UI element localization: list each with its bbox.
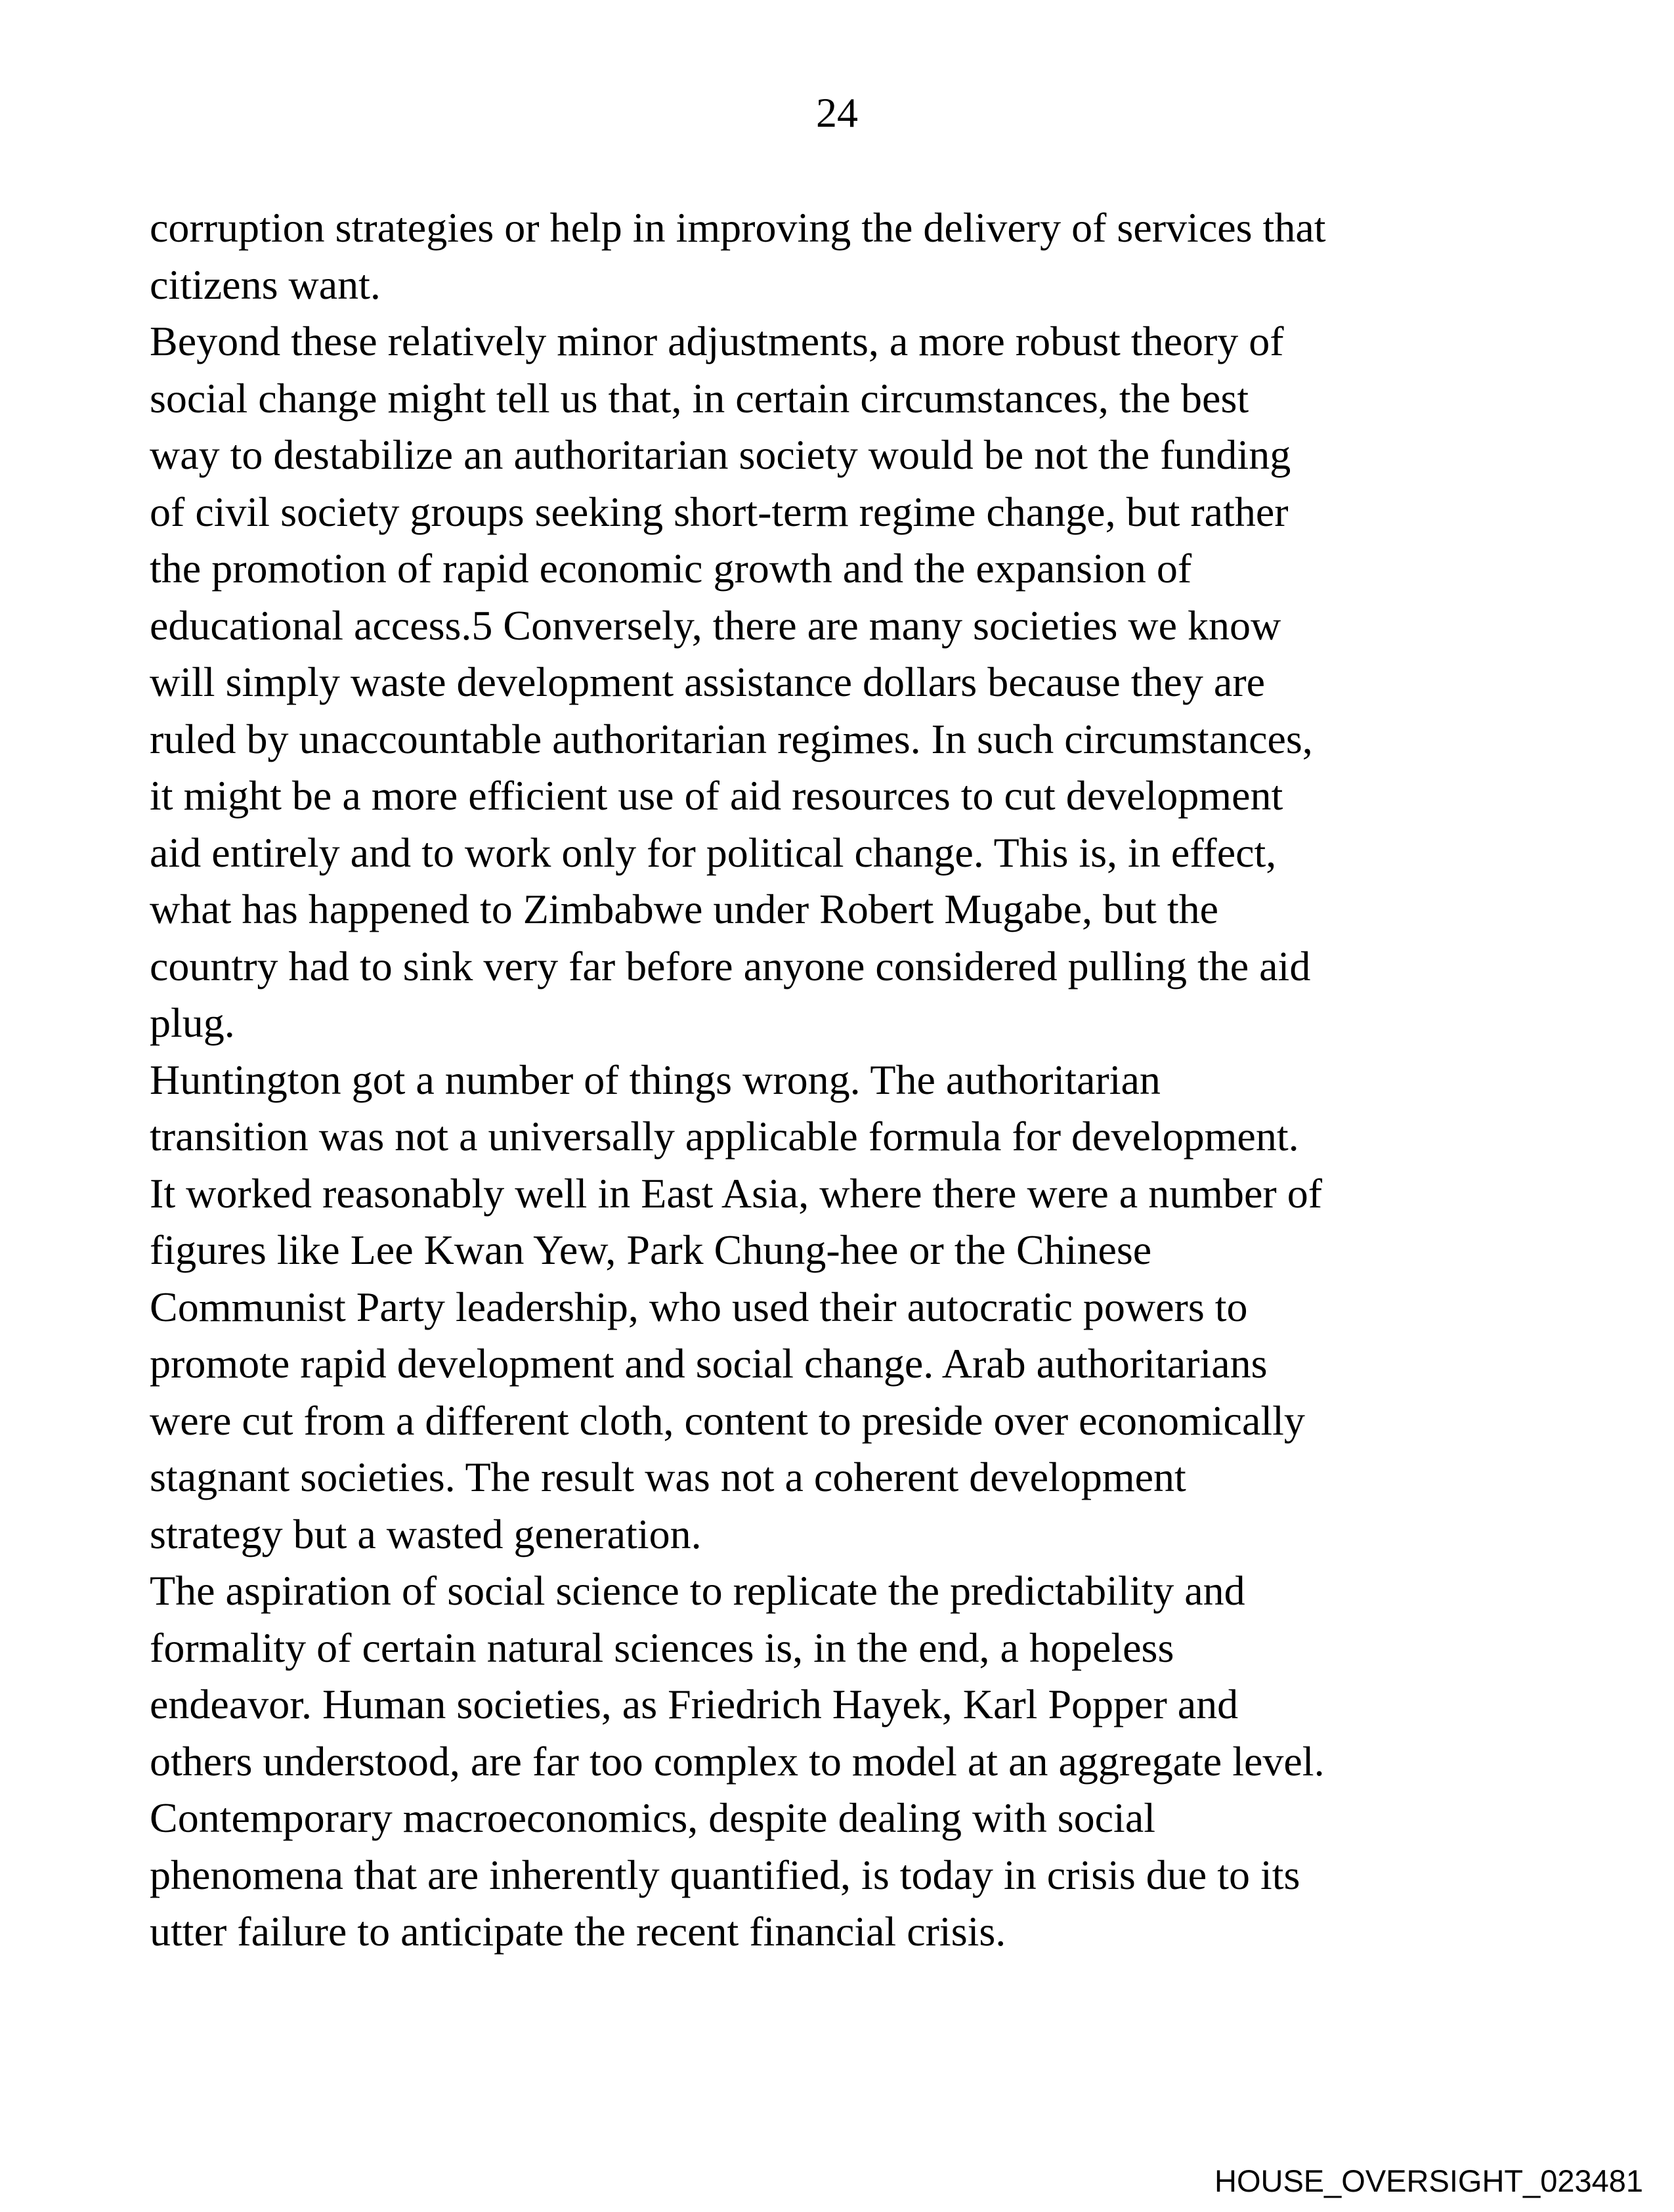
text-line: Contemporary macroeconomics, despite dealing with social — [150, 1794, 1155, 1841]
text-line: country had to sink very far before anyone considered pulling the aid — [150, 942, 1311, 989]
text-line: Huntington got a number of things wrong. The authoritarian — [150, 1056, 1161, 1103]
text-line: social change might tell us that, in certain circumstances, the best — [150, 374, 1249, 422]
bates-number: HOUSE_OVERSIGHT_023481 — [1214, 2163, 1644, 2198]
text-line: aid entirely and to work only for political change. This is, in effect, — [150, 829, 1277, 876]
text-line: phenomena that are inherently quantified, is today in crisis due to its — [150, 1851, 1300, 1898]
text-line: promote rapid development and social change. Arab authoritarians — [150, 1340, 1268, 1387]
text-line: utter failure to anticipate the recent financial crisis. — [150, 1908, 1006, 1955]
text-line: transition was not a universally applicable formula for development. — [150, 1113, 1299, 1160]
text-line: strategy but a wasted generation. — [150, 1510, 702, 1557]
page-number: 24 — [816, 89, 858, 136]
text-line: It worked reasonably well in East Asia, where there were a number of — [150, 1169, 1322, 1217]
text-line: plug. — [150, 999, 235, 1046]
text-line: way to destabilize an authoritarian society would be not the funding — [150, 431, 1291, 478]
text-line: stagnant societies. The result was not a coherent development — [150, 1454, 1186, 1500]
text-line: will simply waste development assistance dollars because they are — [150, 659, 1266, 705]
text-line: ruled by unaccountable authoritarian regimes. In such circumstances, — [150, 715, 1313, 762]
text-line: figures like Lee Kwan Yew, Park Chung-hee or the Chinese — [150, 1226, 1152, 1273]
text-line: educational access.5 Conversely, there are many societies we know — [150, 601, 1281, 649]
text-line: what has happened to Zimbabwe under Robert Mugabe, but the — [150, 886, 1218, 932]
text-line: corruption strategies or help in improving the delivery of services that — [150, 204, 1326, 251]
text-line: endeavor. Human societies, as Friedrich Hayek, Karl Popper and — [150, 1681, 1239, 1727]
body-text — [150, 200, 1568, 1961]
text-line: the promotion of rapid economic growth and the expansion of — [150, 545, 1192, 592]
text-line: others understood, are far too complex to model at an aggregate level. — [150, 1737, 1325, 1785]
text-line: The aspiration of social science to replicate the predictability and — [150, 1567, 1245, 1614]
text-line: were cut from a different cloth, content to preside over economically — [150, 1397, 1305, 1444]
text-line: Beyond these relatively minor adjustments, a more robust theory of — [150, 318, 1284, 364]
text-line: Communist Party leadership, who used their autocratic powers to — [150, 1283, 1248, 1330]
text-line: formality of certain natural sciences is, in the end, a hopeless — [150, 1624, 1174, 1671]
text-line: citizens want. — [150, 261, 381, 308]
text-line: it might be a more efficient use of aid resources to cut development — [150, 772, 1283, 819]
text-line: of civil society groups seeking short-term regime change, but rather — [150, 488, 1289, 535]
